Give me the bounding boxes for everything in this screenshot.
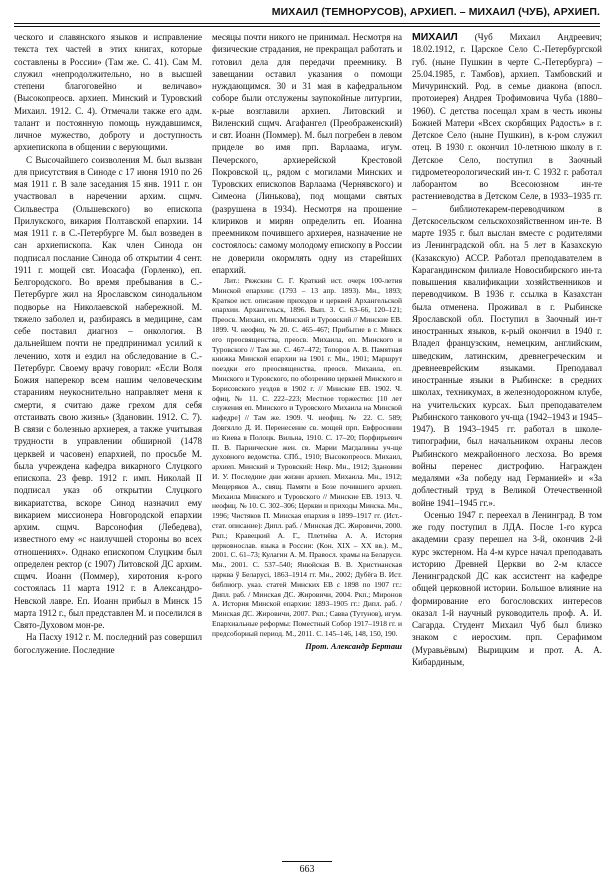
running-header: МИХАИЛ (ТЕМНОРУСОВ), АРХИЕП. – МИХАИЛ (ЧУБ), АРХИЕП. [271,6,600,18]
page-number: 663 [299,864,315,875]
col1-paragraph: С Высочайшего соизволения М. был вызван для присутствия в Синоде с 17 июня 1910 по 26 мая 1911 г. В зале заседания 15 янв. 1911 г. он участвовал в наречении архим. сщмч. Сильвестра (Ольшевского) во епископа Прилукского, викария Полтавской епархии. 14 мая 1911 г. в С.-Петербурге М. был возведен в сан архиепископа. Как член Синода он подписал послание Синода об открытии 4 сент. 1911 г. мощей свт. Иоасафа (Горленко), еп. Белгородского. Во время пребывания в С.-Петербурге жил на Ярославском синодальном подворье на Николаевской набережной. М. тяжело заболел и, разбираясь в медицине, сам себе поставил диагноз – онкология. В дальнейшем почти не предпринимал усилий к лечению, хотя и ездил на обследование в С.-Петербург. Своему врачу говорил: «Если Воля Божия наперекор всем нашим человеческим стараниям неукоснительно направляет меня к смерти, я считаю даже грехом для себя отстаивать свою жизнь» (Здановин. 1912. С. 7). В связи с болезнью архиерея, а также учитывая трудности в управлении обширной (1478 церквей и часовен) епархией, по просьбе М. была учреждена кафедра викарного Слуцкого епископа. 23 февр. 1912 г. имп. Николай II подписал указ об открытии Слуцкого викариатства, вскоре Синод назначил ему викарием миссионера Новгородской епархии архим. сщмч. Варсонофия (Лебедева), известного ему «с наилучшей стороны во всех отношениях». Однако епископом Слуцким был определен ректор (с 1907) Литовской ДС архим. сщмч. Иоанн (Поммер), хиротония к-рого состоялась 11 марта 1912 г. в Александро-Невской лавре. Еп. Иоанн прибыл в Минск 15 марта 1912 г., был представлен М. и поселился в Свято-Духовом мон-ре. [14,154,202,630]
literature-list: Лит.: Ряжскин С. Г. Краткий ист. очерк 100-летия Минской епархии: (1793 – 13 апр. 1893). Мн., 1893; Краткое ист. описание приходов и церквей Архангельской епархии. Архангельск, 1896. Вып. 3. С. 63–66, 120–121; Преосв. Михаил, еп. Минский и Туровский // Минские ЕВ. 1899. Ч. неофиц. № 20. С. 465–467; Прибытие в г. Минск его преосвященства, преосв. Михаила, еп. Минского и Туровского // Там же. С. 467–472; Топоров А. В. Памятная книжка Минской епархии на 1901 г. Мн., 1901; Маршрут поездки его преосвященства, преосв. Михаила, еп. Минского и Туровского, по обозрению церквей Минского и Борисовского уездов в 1902 г. // Минские ЕВ. 1902. Ч. офиц. № 11. С. 222–223; Местное торжество: [10 лет служения еп. Минского и Туровского Михаила на Минской кафедре] // Там же. 1909. Ч. неофиц. № 22. С. 589; Довгялло Д. И. Перенесение св. мощей прп. Евфросинии из Киева в Полоцк. Вильна, 1910. С. 17–20; Порфирьевич П. В. Парнические жен. св. Марии Магдалины уч-ще духовного ведомства. СПб., 1910; Высокопреосв. Михаил, архиеп. Минский и Туровский: Некр. Мн., 1912; Здановин И. У. Последние дни жизни архиеп. Михаила. Мн., 1912; Мещеряков А., свящ. Памяти в Бозе почившего архиеп. Михаила Минского и Туровского // Минские ЕВ. 1913. Ч. неофиц. № 10. С. 302–306; Церкви и приходы Минска. Мн., 1996; Чистяков П. Минская епархия в 1899–1917 гг. (Ист.-стат. описание): Дипл. раб. / Минская ДС. Жировичи, 2000. Ркп.; Кравецкий А. Г., Плетнёва А. А. История церковнослав. языка в России: (Кон. XIX – XX вв.). М., 2001. С. 61–73; Кулагин А. М. Правосл. храмы на Беларуси. Мн., 2001. С. 537–540; Янюйская В. В. Христианская царква ў Беларусі, 1863–1914 гг. Мн., 2002; Дубёга В. Ист. библиогр. указ. статей Минских ЕВ с 1898 по 1907 гг.: Дипл. раб. / Минская ДС. Жировичи, 2004. Ркп.; Миронов А. История Минской епархии: 1893–1905 гг.: Дипл. раб. / Минская ДС. Жировичи, 2007. Ркп.; Савва (Тутунов), игум. Епархиальные реформы: Поместный Собор 1917–1918 гг. и предсоборный период. М., 2011. С. 145–146, 148, 150, 190. [212,276,402,638]
header-rule [14,23,600,24]
column-2 [212,31,402,654]
article-author: Прот. Александр Берташ [305,642,402,652]
col3-paragraph: (Чуб Михаил Андреевич; 18.02.1912, г. Царское Село С.-Петербургской губ. (ныне Пушкин в черте С.-Петербурга) – 25.04.1985, г. Тамбов), архиеп. Тамбовский и Мичуринский. Род. в семье диакона (впосл. протоиерея) Андрея Трофимовича Чуба (1880–1960). С детства посещал храм в честь иконы Божией Матери «Всех скорбящих Радость» в г. Детское Село (ныне Пушкин), в к-ром служил отец. В 1930 г. окончил 10-летнюю школу в г. Детское Село, поступил в Заочный гидрометеорологический ин-т. С 1932 г. работал лаборантом во Всесоюзном ин-те растениеводства в Детском Селе, в 1933–1935 гг. – библиотекарем-переводчиком в Детскосельском сельскохозяйственном ин-те. В марте 1935 г. был выслан вместе с родителями из Ленинградской обл. на 5 лет в Казахскую (Казакскую) АССР. Работал преподавателем в Карагандинском филиале Новосибирского ин-та повышения квалификации хозяйственников и переводчиком. В 1936 г. ссылка в Казахстан была отменена. Проживал в г. Рыбинске Ярославской обл. Поступил в Заочный ин-т иностранных языков, к-рый окончил в 1940 г. Владел французским, немецким, английским, шведским, латинским, древнегреческим и древнееврейским языками. Преподавал иностранные языки в Рыбинске: в средних школах, техникумах, в железнодорожном клубе, на учительских курсах. Был преподавателем Рыбинского танкового уч-ща (1942–1943 и 1945–1947). В 1943–1945 гг. работал в школе-типографии, был начальником охраны лесов Рыбинского межрайонного лесхоза. Во время войны перенес дистрофию. Награжден медалями «За победу над Германией» и «За доблестный труд в Великой Отечественной войне 1941–1945 гг.». [412,32,603,508]
col1-paragraph: ческого и славянского языков и исправление текста тех частей в этих книгах, которые составлены в России» (Там же. С. 41). Сам М. служил «непродолжительно, но в высшей степени благоговейно и величаво» (Высокопреосв. архиеп. Минский и Туровский Михаил. 1912. С. 4). Отмечали также его адм. талант и постоянную помощь нуждавшимся, личное мужество, доброту и доступность архиепископа в общении с верующими. [14,32,202,153]
col1-paragraph: На Пасху 1912 г. М. последний раз совершил богослужение. Последние [14,632,202,655]
col2-paragraph: месяцы почти никого не принимал. Несмотря на физические страдания, не прекращал работать и готовил дела для передачи преемнику. В завещании оставил указания о помощи нуждающимся. 30 и 31 мая в кафедральном соборе были отслужены заупокойные литургии, к-рые возглавили архиеп. Литовский и Виленский сщмч. Агафангел (Преображенский) и свт. Иоанн (Поммер). М. был погребен в левом приделе во имя прп. Варлаама, игум. Печерского, архиерейской Крестовой Покровской ц., рядом с могилами Минских и Туровских епископов Варлаама (Чернявского) и Симеона (Линькова), под мощами святых (разрушена в 1934). Несмотря на прошение клириков и мирян определить еп. Иоанна преемником почившего архиерея, назначение не состоялось: самому молодому епископу в России не доверили окормлять одну из старейших епархий. [212,32,403,275]
column-3 [412,31,602,668]
col3-paragraph: Осенью 1947 г. переехал в Ленинград. В том же году поступил в ЛДА. После 1-го курса академии сразу перешел на 3-й, окончив 2-й курс экстерном. На 4-м курсе начал преподавать историю Древней Церкви во 2-м классе Ленинградской ДС как ассистент на кафедре общей церковной истории. Большое влияние на формирование его богословских интересов оказал 1-й научный руководитель проф. А. И. Сагарда. Студент Михаил Чуб был близко знаком с иеросхим. прп. Серафимом (Муравьёвым) Вырицким и прот. А. А. Кибардиным, [412,509,602,667]
entry-headword: МИХАИЛ [412,31,458,43]
page-number-rule [282,861,332,862]
header-rule-thin [14,26,600,27]
col3-first-paragraph [412,31,602,509]
column-1 [14,31,202,656]
